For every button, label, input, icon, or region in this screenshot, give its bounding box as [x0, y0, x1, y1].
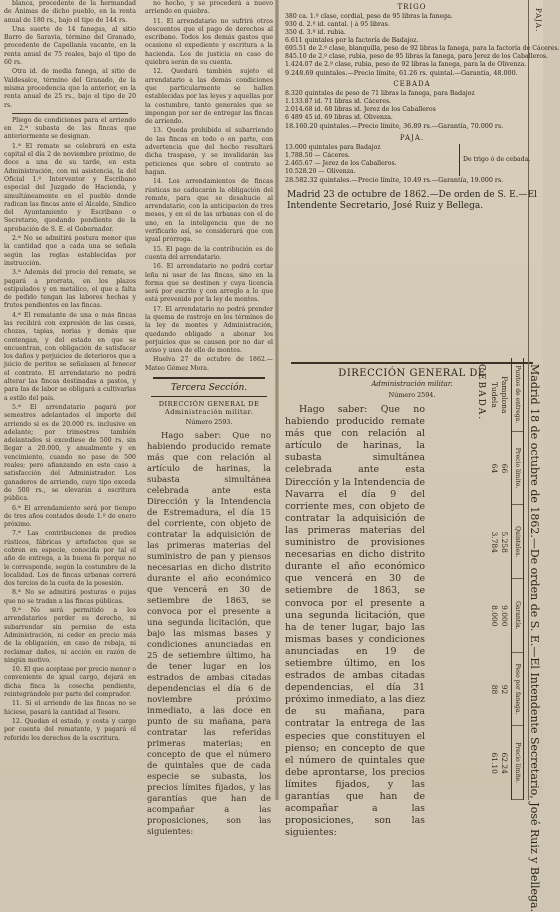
rotated-section-label: CEBADA. [476, 364, 486, 422]
condition: 5.ª El arrendatario pagará por semestres adelantados el importe del arriendo si es de 20.000 rs. inclusive en adelante; por trimestres también adelantados si excediese de 500 rs. sin llegar a 20.000, y anualmente y en vencimiento, cuando no pase de 500 reales; pero afianzando en este caso a satisfacción del Administrador. Los ganaderos de arriendo, cuyo tipo exceda de 500 rs., se elevarán a escritura pública. [4, 403, 136, 503]
dated-signature: Madrid 23 de octubre de 1862.—De orden de S. E.—El Intendente Secretario, José Ruiz y Bellega. [287, 190, 537, 212]
table-row: 695.51 de 2.º clase, blanquilla, peso de 92 libras la fanega, para la factoría de Cáceres. [285, 45, 560, 52]
divider [151, 396, 267, 397]
direction-subheading: Administración militar. [371, 380, 453, 388]
table-row: 8.320 quintales de peso de 71 libras la fanega, para Badajoz [285, 90, 475, 98]
table-row: 6.611 quintales por la factoría de Badajoz. [285, 37, 419, 44]
notice-text: Hago saber: Que no habiendo producido remate más que con relación al artículo de harinas, la subasta simultánea celebrada ante esta Dirección y la Intendencia de Navarra el día 9 del corriente mes, con objeto de contratar la adquisición de las primeras materias del suministro de provisiones necesarias en dicho distrito durante el año económico que vencerá en 30 de setiembre de 1863, se convoca por el presente a una segunda licitación, que ha de tener lugar, bajo las mismas bases y condiciones anunciadas en 19 de setiembre último, en los estrados de ambas citadas dependencias, el día 31 próximo inmediato, a las diez de su mañana, para contratar la entrega de las especies que constituyen el pienso; en concepto de que el número de quintales que debe aprontarse, los precios límites fijados, y las garantías que han de acompañar a las proposiciones, son las siguientes: [285, 404, 425, 839]
column-header: Precio límite. [512, 726, 523, 800]
condition: 9.ª No será permitido a los arrendatarios perder su derecho, ni subarrendar sin permiso de esta Administración, ni ceder en precio más de la obligación, en caso de rebaja, ni reclamar daños, ni acción en razón de ningún motivo. [4, 607, 136, 664]
condition: 11. Si el arriendo de las fincas no se hiciese, pasará la cantidad al Tesoro. [4, 700, 136, 716]
condition: 8.ª No se admitirá posturas o pujas que no se tradan a las fincas públicas. [4, 589, 136, 605]
column-middle-text [143, 0, 275, 373]
cebada-heading: CEBADA [393, 80, 431, 89]
condition: 2.ª No se admitirá postura menor que la cantidad que a cada una se señala según las reglas establecidas por instrucción. [4, 235, 136, 267]
condition: 15. El pago de la contribución es de cuenta del arrendatario. [145, 245, 273, 261]
table-row: 1.424.07 de 2.º clase, rubia, peso de 92 libras la fanega, para la de Olivenza. [285, 61, 527, 68]
direction-heading: DIRECCIÓN GENERAL DE [338, 368, 486, 379]
pliego-title: Pliego de condiciones para el arriendo en 2.ª subasta de las fincas que anteriormente se designan. [4, 116, 136, 141]
condition: 10. El que aceptase por precio menor o conveniente de igual cargo, dejará en dicha finca la cosecha pendiente, reintegrándole por parte del comprador. [4, 666, 136, 699]
condition: 12. Quedará también sujeto el arrendatario a las demás condiciones que particularmente se hallen establecidas por las leyes y aquellas por la costumbre, tanto generales que se impongan por ser de entregar las fincas de arriendo. [145, 68, 273, 126]
rotated-signature: Madrid 18 de octubre de 1862.—De orden de S. E.—El Intendente Secretario, José Ruiz y Bellega. [528, 364, 541, 912]
condition: 12. Quedan el estado, y costa y cargo por cuenta del rematante, y pagará el referido los derechos de la escritura. [4, 717, 136, 742]
condition: 1.ª El remate se celebrará en esta capital el día 2 de noviembre próximo, de doce a una de su tarde, en esta Administración, con mi asistencia, la del Oficial 1.º Interventor y Escribano especial del Juzgado de Hacienda, y simultáneamente en el pueblo donde radican las fincas ante el Alcalde, Síndico del Ayuntamiento y Escribano o Secretario, quedando pendiente de la aprobación de S. E. el Gobernador. [4, 142, 136, 233]
direction-heading: DIRECCIÓN GENERAL DE Administración militar. [158, 400, 260, 417]
notice-number: Número 2594. [388, 391, 436, 399]
table-row: 380 ca. 1.º clase, cordial, peso de 95 libras la fanega. [285, 13, 453, 20]
paragraph: Otra id. de media fanega, al sitio de Valdesalce, término del Granado, de la misma procedencia que la anterior, en la renta anual de 25 rs., bajo el tipo de 20 rs. [4, 68, 136, 109]
condition: 3.ª Además del precio del remate, se pagará a prorrata, en los plazos estipulados y en metálico, el que a falta de pedido tengan las labores hechas y frutos pendientes en las fincas. [4, 269, 136, 310]
page-fold [275, 0, 279, 800]
column-left [2, 0, 138, 800]
column-header: Peso por fanega. [512, 653, 523, 727]
rotated-table [433, 358, 543, 912]
condition: 17. El arrendatario no podrá prender la quema de rastrojo en los términos de la ley de montes y Administración, quedando obligado a abonar los perjuicios que se causen por no dar el aviso y usos de ello de montes. [145, 305, 273, 355]
table-row: 845.10 de 2.º clase, rubia, peso de 95 libras la fanega, para Jerez de los Caballeros. [285, 53, 549, 60]
table-row: 930 d. 2.º id. cantal. | á 95 libras. [285, 21, 390, 28]
condition: 11. El arrendatario no sufrirá otros descuentos que el pago de derechos al escribano. Todos los demás gastos que ocasione el expediente y escritura a la hacienda. Los de justicia en caso de quiebra serán de su cuenta. [145, 17, 273, 67]
bottom-notice [281, 358, 543, 912]
rotated-table-inner [433, 358, 543, 912]
table-row: 350 d. 3.º id. rubia. [285, 29, 346, 36]
right-edge [528, 0, 543, 912]
paja-block [281, 144, 543, 176]
table-row: 1.788.50 — Cáceres. [285, 151, 350, 159]
notice-2593-body [143, 430, 275, 838]
divider [153, 377, 265, 379]
edge-label: PAJA. [534, 8, 542, 33]
rotated-table-header [511, 358, 524, 800]
table-row: Pamplona 66 5.258 9.000 92 62.24 [500, 376, 509, 774]
table-row: 2.014.68 id. 68 libras id. Jerez de los Caballeros [285, 106, 436, 114]
column-header: Precio límite. [512, 432, 523, 506]
divider [12, 113, 128, 114]
signature-line: Huelva 27 de octubre de 1862.—Mateo Gómez Mora. [145, 356, 273, 372]
condition: 6.ª El arrendamiento será por tiempo de tres años contados desde 1.º de enero próximo. [4, 504, 136, 529]
notice-text: Hago saber: Que no habiendo producido remate más que con relación al artículo de harinas, la subasta simultánea celebrada ante esta Dirección y la Intendencia de Estremadura, el día 15 del corriente, con objeto de contratar la adquisición de las primeras materias del suministro de pan y piensos necesarias en dicho distrito durante el año económico que vencerá en 30 de setiembre de 1863, se convoca por el presente a una segunda licitación, que bajo las mismas bases y condiciones anunciadas en 25 de setiembre último, ha de tener lugar en los estrados de ambas citadas dependencias el día 6 de noviembre próximo inmediato, a las doce en punto de su mañana, para contratar las referidas primeras materias; en concepto de que el número de quintales que de cada especie se subasta, los precios límites fijados, y las garantías que han de acompañar a las proposiciones, son las siguientes: [147, 430, 271, 836]
condition: no hecho, y se procederá a nuevo arriendo en quiebra. [145, 0, 273, 16]
condition: 14. Los arrendamientos de fincas rústicas no caducarán la obligación del remate, para que se desahucie al arrendatario, con la anticipación de tres meses, y en el de las urbanas con el de uno, en la inteligencia que de no verificarlo así, se considerará que con igual prórroga. [145, 178, 273, 244]
paragraph: blanca, procedente de la hermandad de Ánimas de dicho pueblo, en la renta anual de 180 rs., bajo el tipo de 144 rs. [4, 0, 136, 24]
paja-heading: PAJA. [399, 133, 425, 142]
paragraph: Una suerte de 14 fanegas, al sitio Barro de Saravia, término del Granado, procedente de Capellanía vacante, en la renta anual de 75 reales, bajo el tipo de 60 rs. [4, 25, 136, 67]
condition: 16. El arrendatario no podrá cortar leña ni usar de las fincas, sino en la forma que se destinen y cuya licencia será por escrito y con arreglo a lo que está prevenido por la ley de montes. [145, 263, 273, 304]
table-row: 13.000 quintales para Badajoz [285, 143, 381, 151]
trigo-heading: TRIGO [397, 3, 427, 11]
table-row: 2.465.67 — Jerez de los Caballeros. [285, 159, 397, 167]
column-header: Puntos de entrega. [512, 358, 523, 432]
table-row: 10.528.20 — Olivenza. [285, 167, 356, 175]
paja-note: De trigo ó de cebada. [459, 144, 543, 176]
column-left-text [2, 0, 138, 743]
condition: 13. Queda prohibido el subarriendo de las fincas en todo o en parte, con advertencia que del hecho resultará dicha traspaso, y se invalidarán las peticiones que sobre el contrato se hagan. [145, 127, 273, 176]
trigo-total: 9.248.69 quintales.—Precio límite, 61.26 rs. quintal.—Garantía, 48.000. [285, 69, 518, 77]
column-header: Garantía. [512, 579, 523, 653]
table-row: 1.133.87 id. 71 libras id. Cáceres. [285, 98, 392, 106]
section-heading: Tercera Sección. [170, 383, 248, 394]
notice-body [281, 404, 429, 840]
condition: 4.ª El rematante de una o más fincas las recibirá con expresión de las casas, chozas, tapias, norias y demás que contengan, y del estado en que se encuentran, con obligación de satisfacer los daños y perjuicios de deterioros que a juicio de peritos se señalasen al fenecer el contrato. El arrendatario no podrá alterar las fincas destinadas a pastos, y para las de labor se obligará a cultivarlas a estilo del país. [4, 311, 136, 402]
column-header: Quintales. [512, 505, 523, 579]
table-row: 6 489 45 id. 69 libras id. Olivenza. [285, 114, 393, 122]
cebada-total: 18.160.20 quintales.—Precio límite, 36.89 rs.—Garantía, 70.000 rs. [285, 122, 504, 131]
condition: 7.ª Las contribuciones de predios rústicos, fábricas y artefactos que se cobren en especie, conocida por tal el año de entrega, a la buena fe porque no le corresponde, según la costumbre de la localidad. Los de fincas urbanas correrá dos tercios de la cuota de la posesión. [4, 530, 136, 588]
paja-total: 28.582.32 quintales.—Precio límite, 10.49 rs.—Garantía, 19.000 rs. [285, 175, 504, 184]
table-row: Tudela 64 3.784 8.000 88 61.10 [490, 381, 499, 774]
notice-number: Número 2593. [185, 418, 233, 427]
